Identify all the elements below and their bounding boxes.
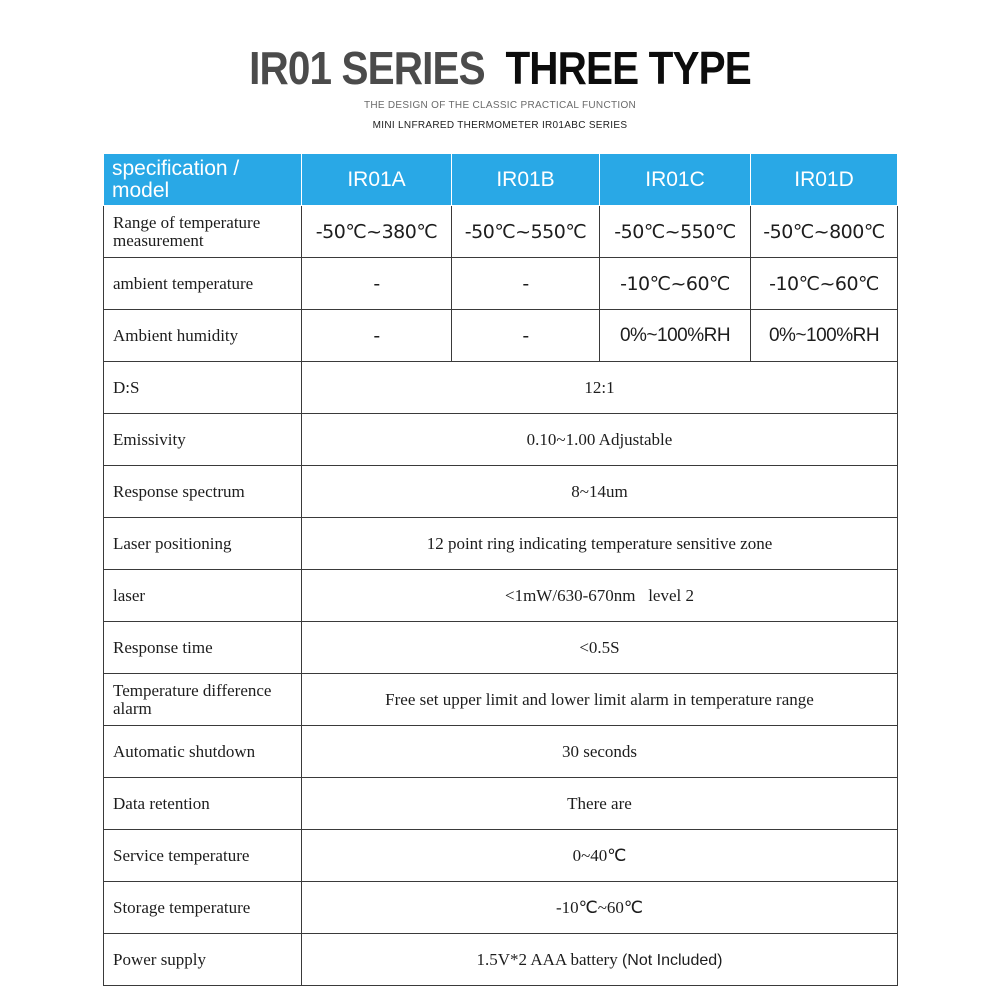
table-row bbox=[104, 414, 898, 466]
row-label: Response time bbox=[104, 622, 302, 674]
cell-value: 0~40℃ bbox=[302, 830, 898, 882]
page-title bbox=[60, 40, 940, 96]
row-label: D:S bbox=[104, 362, 302, 414]
cell-value: -10℃~60℃ bbox=[302, 882, 898, 934]
table-row bbox=[104, 258, 898, 310]
cell-value: 0%~100%RH bbox=[751, 310, 898, 362]
row-label: Range of temperature measurement bbox=[104, 206, 302, 258]
page-header bbox=[0, 0, 1000, 150]
cell-value: 12 point ring indicating temperature sensitive zone bbox=[302, 518, 898, 570]
cell-value: - bbox=[302, 310, 452, 362]
table-row bbox=[104, 778, 898, 830]
header-model-ir01d: IR01D bbox=[751, 154, 898, 206]
table-row bbox=[104, 362, 898, 414]
row-label: Ambient humidity bbox=[104, 310, 302, 362]
table-row bbox=[104, 206, 898, 258]
cell-value: <1mW/630-670nm level 2 bbox=[302, 570, 898, 622]
row-label: laser bbox=[104, 570, 302, 622]
table-row bbox=[104, 934, 898, 986]
row-label: Temperature difference alarm bbox=[104, 674, 302, 726]
header-model-ir01c: IR01C bbox=[600, 154, 751, 206]
cell-value: -50℃~550℃ bbox=[600, 206, 751, 258]
cell-value bbox=[302, 934, 898, 986]
table-header-row bbox=[104, 154, 898, 206]
table-row bbox=[104, 882, 898, 934]
cell-value: <0.5S bbox=[302, 622, 898, 674]
table-row bbox=[104, 466, 898, 518]
cell-value: -10℃~60℃ bbox=[600, 258, 751, 310]
subtitle-series: MINI LNFRARED THERMOMETER IR01ABC SERIES bbox=[372, 120, 628, 131]
spec-table bbox=[103, 153, 898, 986]
cell-value: There are bbox=[302, 778, 898, 830]
cell-value: - bbox=[452, 310, 600, 362]
row-label: ambient temperature bbox=[104, 258, 302, 310]
cell-value: -10℃~60℃ bbox=[751, 258, 898, 310]
row-label: Emissivity bbox=[104, 414, 302, 466]
table-row bbox=[104, 830, 898, 882]
table-row bbox=[104, 726, 898, 778]
row-label: Service temperature bbox=[104, 830, 302, 882]
title-series: IR01 SERIES bbox=[249, 42, 485, 94]
table-row bbox=[104, 674, 898, 726]
power-supply-note: (Not Included) bbox=[621, 951, 723, 969]
cell-value: 0.10~1.00 Adjustable bbox=[302, 414, 898, 466]
row-label: Laser positioning bbox=[104, 518, 302, 570]
header-model-ir01a: IR01A bbox=[302, 154, 452, 206]
row-label: Data retention bbox=[104, 778, 302, 830]
row-label: Power supply bbox=[104, 934, 302, 986]
cell-value: -50℃~800℃ bbox=[751, 206, 898, 258]
row-label: Response spectrum bbox=[104, 466, 302, 518]
cell-value: -50℃~550℃ bbox=[452, 206, 600, 258]
title-type: THREE TYPE bbox=[505, 42, 751, 94]
subtitle-design: THE DESIGN OF THE CLASSIC PRACTICAL FUNCTION bbox=[363, 100, 637, 111]
table-row bbox=[104, 622, 898, 674]
header-spec-model: specification / model bbox=[104, 154, 302, 206]
table-row bbox=[104, 310, 898, 362]
table-row bbox=[104, 570, 898, 622]
cell-value: 0%~100%RH bbox=[600, 310, 751, 362]
header-model-ir01b: IR01B bbox=[452, 154, 600, 206]
power-supply-value: 1.5V*2 AAA battery bbox=[476, 949, 618, 969]
cell-value: 30 seconds bbox=[302, 726, 898, 778]
table-row bbox=[104, 518, 898, 570]
cell-value: 12:1 bbox=[302, 362, 898, 414]
cell-value: -50℃~380℃ bbox=[302, 206, 452, 258]
row-label: Automatic shutdown bbox=[104, 726, 302, 778]
cell-value: - bbox=[302, 258, 452, 310]
cell-value: - bbox=[452, 258, 600, 310]
row-label: Storage temperature bbox=[104, 882, 302, 934]
cell-value: Free set upper limit and lower limit alarm in temperature range bbox=[302, 674, 898, 726]
cell-value: 8~14um bbox=[302, 466, 898, 518]
